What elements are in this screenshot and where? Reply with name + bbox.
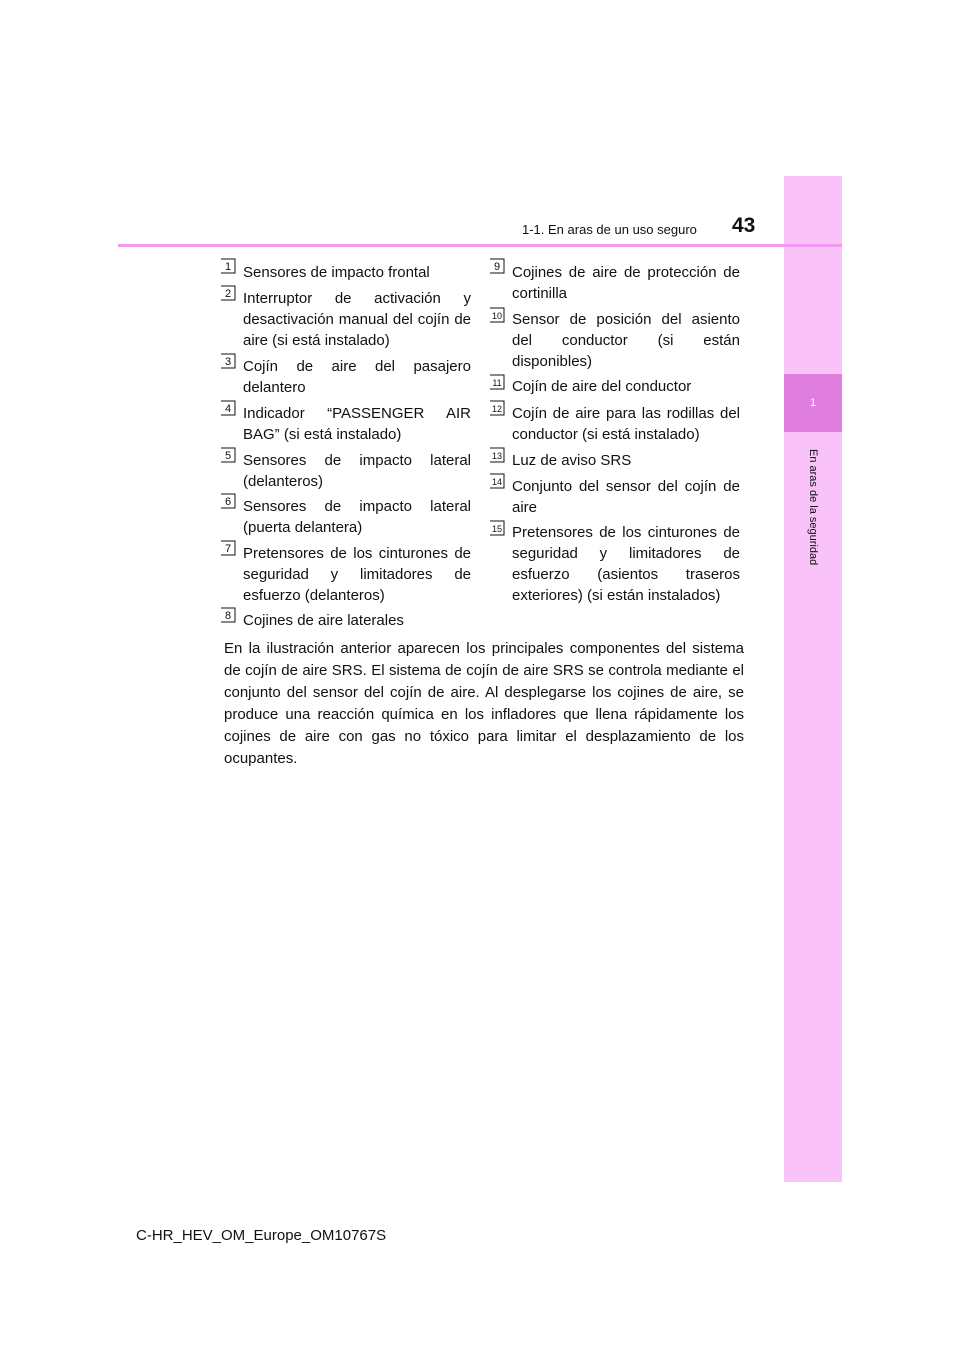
- legend-item: Indicador “PASSENGER AIR BAG” (si está instalado): [243, 405, 471, 443]
- chapter-number: 1: [784, 374, 842, 432]
- body-paragraph: En la ilustración anterior aparecen los principales componentes del sistema de cojín de aire SRS. El sistema de cojín de aire SRS se controla mediante el conjunto del sensor del cojín de aire. Al desplegarse los cojines de aire, se produce una reacción química en los infladores que llena rápidamente los cojines de aire con gas no tóxico para limitar el desplazamiento de los ocupantes.: [224, 640, 744, 768]
- svg-text:8: 8: [224, 610, 232, 622]
- svg-text:4: 4: [224, 403, 232, 415]
- legend-item: Pretensores de los cinturones de seguridad y limitadores de esfuerzo (asientos traseros exteriores) (si están instalados): [512, 524, 740, 604]
- svg-text:14: 14: [491, 477, 503, 487]
- svg-text:3: 3: [224, 356, 232, 368]
- chapter-label-text: En aras de la seguridad: [807, 448, 819, 566]
- legend-item: Cojín de aire para las rodillas del conductor (si está instalado): [512, 405, 740, 443]
- svg-text:12: 12: [491, 404, 503, 414]
- legend-item: Cojines de aire laterales: [243, 612, 404, 629]
- side-tab: [784, 176, 842, 1182]
- svg-text:5: 5: [224, 450, 232, 462]
- legend-item: Sensores de impacto frontal: [243, 264, 430, 281]
- number-15-icon: [489, 520, 505, 536]
- number-6-icon: [220, 493, 236, 509]
- number-7-icon: [220, 540, 236, 556]
- number-14-icon: [489, 473, 505, 489]
- svg-text:13: 13: [491, 451, 503, 461]
- svg-text:11: 11: [492, 378, 502, 388]
- chapter-label: [786, 436, 840, 578]
- header-divider: [118, 244, 842, 247]
- legend-item: Conjunto del sensor del cojín de aire: [512, 478, 740, 516]
- number-9-icon: [489, 258, 505, 274]
- number-13-icon: [489, 447, 505, 463]
- section-title: 1-1. En aras de un uso seguro: [522, 222, 697, 237]
- svg-text:1: 1: [224, 261, 232, 273]
- document-code: C-HR_HEV_OM_Europe_OM10767S: [136, 1227, 387, 1244]
- legend-item: Interruptor de activación y desactivación manual del cojín de aire (si está instalado): [243, 290, 471, 349]
- number-5-icon: [220, 447, 236, 463]
- svg-text:9: 9: [493, 261, 501, 273]
- svg-text:2: 2: [224, 288, 232, 300]
- number-11-icon: [489, 374, 505, 390]
- legend-item: Sensores de impacto lateral (delanteros): [243, 452, 471, 490]
- svg-text:10: 10: [491, 311, 503, 321]
- page-number: 43: [732, 214, 756, 237]
- legend-item: Cojín de aire del conductor: [512, 378, 692, 395]
- number-3-icon: [220, 353, 236, 369]
- svg-text:6: 6: [224, 496, 232, 508]
- number-8-icon: [220, 607, 236, 623]
- legend-item: Pretensores de los cinturones de seguridad y limitadores de esfuerzo (delanteros): [243, 545, 471, 604]
- number-4-icon: [220, 400, 236, 416]
- number-12-icon: [489, 400, 505, 416]
- number-2-icon: [220, 285, 236, 301]
- legend-item: Sensor de posición del asiento del conductor (si están disponibles): [512, 311, 740, 370]
- svg-text:15: 15: [491, 524, 503, 534]
- svg-text:7: 7: [224, 543, 232, 555]
- legend-item: Cojines de aire de protección de cortinilla: [512, 264, 740, 302]
- number-10-icon: [489, 307, 505, 323]
- legend-item: Luz de aviso SRS: [512, 452, 632, 469]
- legend-item: Cojín de aire del pasajero delantero: [243, 358, 471, 396]
- legend-item: Sensores de impacto lateral (puerta delantera): [243, 498, 471, 536]
- number-1-icon: [220, 258, 236, 274]
